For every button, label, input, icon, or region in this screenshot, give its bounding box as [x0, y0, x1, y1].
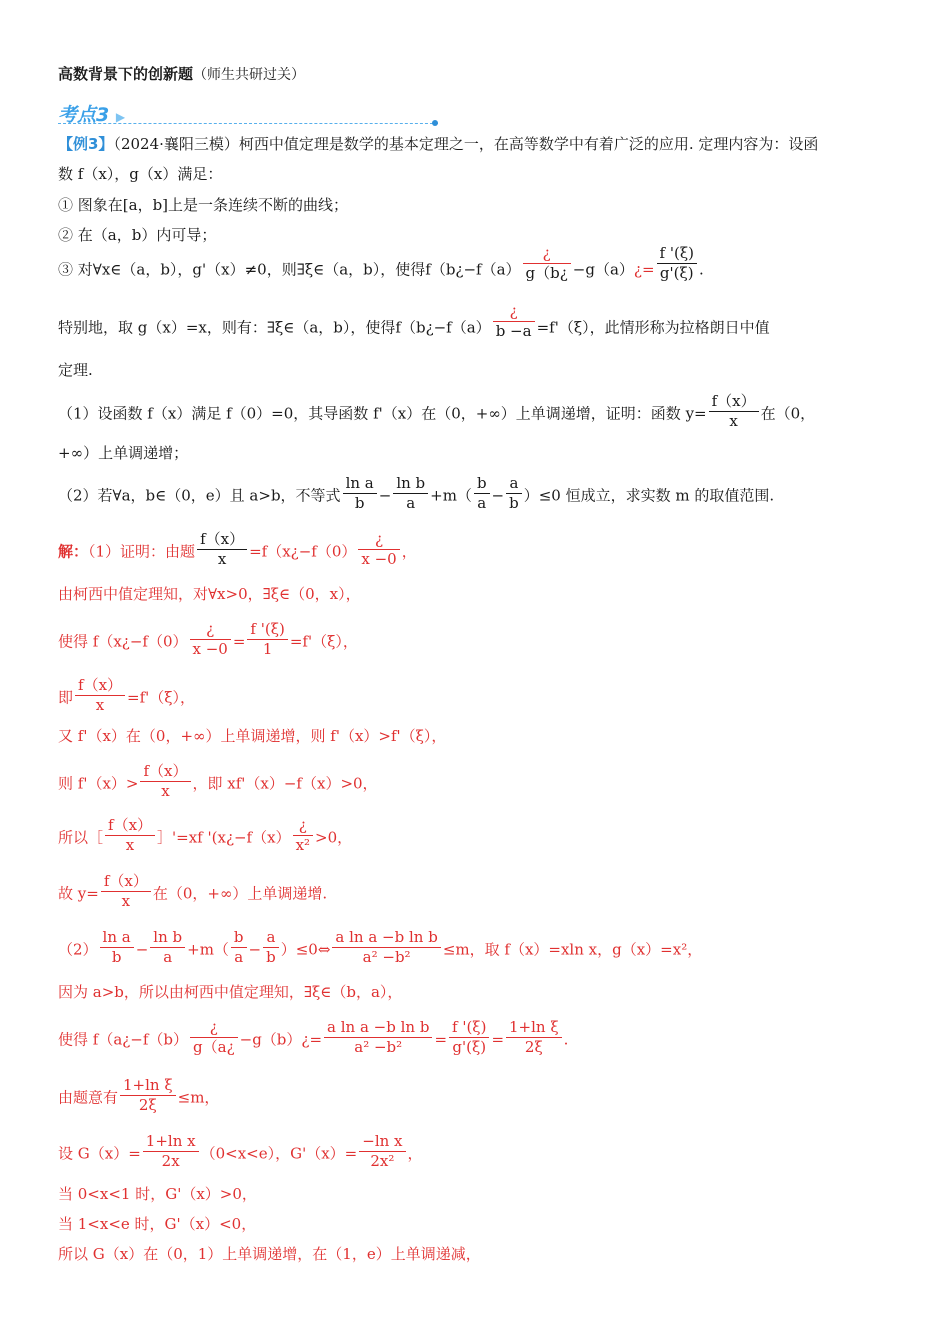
fraction-numerator: f '(ξ)	[657, 244, 697, 264]
math-expr: =f'（ξ），	[127, 688, 196, 707]
math-expr: f（b¿−f（a）	[395, 318, 491, 337]
math-expr: .	[698, 260, 704, 279]
question-text: ）≤0 恒成立，求实数 m 的取值范围.	[523, 486, 775, 505]
fraction-denominator: b	[111, 948, 122, 966]
fraction-numerator: b	[231, 928, 247, 948]
fraction	[140, 762, 190, 801]
fraction-numerator: f '(ξ)	[247, 620, 287, 640]
solution-line-10: 因为 a>b，所以由柯西中值定理知，∃ξ∈（b，a），	[58, 983, 403, 1001]
solution-line-1	[58, 530, 910, 569]
fraction	[120, 1076, 176, 1115]
fraction-numerator: ¿	[293, 816, 313, 836]
solution-line-7	[58, 816, 910, 855]
fraction-numerator: ln a	[100, 928, 134, 948]
fraction-denominator: x	[121, 892, 131, 910]
math-expr: .	[563, 1030, 569, 1049]
math-expr: ¿=	[633, 260, 655, 279]
fraction-denominator: 2ξ	[524, 1038, 543, 1056]
badge-divider	[58, 123, 438, 124]
fraction	[393, 474, 428, 513]
fraction-denominator: x	[125, 836, 135, 854]
question-1	[58, 392, 910, 431]
solution-line-3	[58, 620, 910, 659]
fraction-denominator: x −0	[192, 640, 228, 658]
fraction	[190, 1018, 238, 1057]
fraction	[75, 676, 125, 715]
fraction	[657, 244, 697, 283]
question-text: （1）设函数 f（x）满足 f（0）=0，其导函数 f'（x）在（0，+∞）上单调递增，证明：函数 y=	[58, 404, 707, 423]
math-expr: f（b¿−f（a）	[425, 260, 521, 279]
math-expr: =	[434, 1030, 448, 1049]
fraction	[474, 474, 490, 513]
solution-line-15: 当 1<x<e 时，G'（x）<0，	[58, 1215, 257, 1233]
fraction-numerator: 1+ln ξ	[506, 1018, 562, 1038]
solution-line-14: 当 0<x<1 时，G'（x）>0，	[58, 1185, 257, 1203]
fraction-numerator: ¿	[523, 244, 571, 264]
fraction	[343, 474, 377, 513]
section-header	[58, 64, 910, 85]
condition-2: ② 在（a，b）内可导；	[58, 226, 217, 244]
solution-text: （2）	[58, 940, 98, 959]
fraction-denominator: 1	[262, 640, 273, 658]
fraction-numerator: 1+ln x	[143, 1132, 199, 1152]
fraction-numerator: ¿	[190, 620, 231, 640]
solution-line-9	[58, 928, 910, 967]
fraction-numerator: f（x）	[101, 872, 151, 892]
fraction-denominator: x	[217, 550, 227, 568]
fraction	[105, 816, 155, 855]
special-case-end: 定理.	[58, 361, 93, 379]
fraction-denominator: 2x²	[370, 1152, 395, 1170]
fraction-numerator: ¿	[493, 302, 535, 322]
fraction	[143, 1132, 199, 1171]
fraction-numerator: −ln x	[359, 1132, 405, 1152]
math-expr: 在（0，+∞）上单调递增.	[152, 884, 328, 903]
fraction-denominator: 2x	[161, 1152, 180, 1170]
fraction	[709, 392, 759, 431]
math-expr: ］'=xf '(x¿−f（x）	[157, 828, 291, 847]
fraction-denominator: a	[406, 494, 416, 512]
fraction-denominator: b −a	[495, 322, 532, 340]
fraction	[324, 1018, 432, 1057]
fraction-numerator: f（x）	[75, 676, 125, 696]
math-expr: +m（	[187, 940, 229, 959]
example-line-2: 数 f（x），g（x）满足：	[58, 165, 223, 183]
math-expr: −	[491, 486, 505, 505]
fraction-denominator: a	[477, 494, 487, 512]
math-expr: ≤m，	[177, 1088, 220, 1107]
solution-label: 解：	[58, 542, 89, 561]
math-expr: =f'（ξ），	[289, 632, 358, 651]
fraction-denominator: b	[266, 948, 276, 966]
question-2	[58, 474, 910, 513]
special-case	[58, 302, 910, 341]
fraction	[523, 244, 571, 283]
fraction-numerator: ¿	[190, 1018, 238, 1038]
fraction-denominator: b	[354, 494, 365, 512]
fraction-denominator: x −0	[361, 550, 397, 568]
fraction-denominator: x	[95, 696, 105, 714]
math-expr: −	[378, 486, 392, 505]
math-expr: ，	[401, 542, 417, 561]
example-tag: 【例3】	[58, 135, 114, 153]
fraction	[231, 928, 247, 967]
solution-line-5: 又 f'（x）在（0，+∞）上单调递增，则 f'（x）>f'（ξ），	[58, 727, 447, 745]
condition-1: ① 图象在[a，b]上是一条连续不断的曲线；	[58, 196, 349, 214]
fraction-numerator: f（x）	[197, 530, 247, 550]
math-expr: （0<x<e），G'（x）=	[200, 1144, 358, 1163]
fraction-denominator: b	[509, 494, 519, 512]
solution-line-2: 由柯西中值定理知，对∀x>0，∃ξ∈（0，x），	[58, 585, 361, 603]
solution-line-16: 所以 G（x）在（0，1）上单调递增，在（1，e）上单调递减，	[58, 1245, 481, 1263]
fraction-denominator: g（b¿	[525, 264, 568, 282]
section-title: 高数背景下的创新题	[58, 65, 194, 83]
fraction-denominator: g'(ξ)	[452, 1038, 487, 1056]
fraction	[358, 530, 399, 569]
question-1-cont: +∞）上单调递增；	[58, 444, 189, 462]
solution-line-11	[58, 1018, 910, 1057]
math-expr: −g（b）¿=	[239, 1030, 323, 1049]
special-text: 特别地，取 g（x）=x，则有：∃ξ∈（a，b），使得	[58, 318, 396, 337]
fraction-denominator: g'(ξ)	[659, 264, 694, 282]
question-text: （2）若∀a，b∈（0，e）且 a>b，不等式	[58, 486, 341, 505]
solution-text: （1）证明：由题	[88, 542, 196, 561]
math-expr: =	[491, 1030, 505, 1049]
condition-3-text: ③ 对∀x∈（a，b），g'（x）≠0，则∃ξ∈（a，b），使得	[58, 260, 426, 279]
fraction	[197, 530, 247, 569]
fraction-numerator: a ln a −b ln b	[324, 1018, 432, 1038]
fraction-numerator: f（x）	[140, 762, 190, 782]
example-text: 柯西中值定理是数学的基本定理之一，在高等数学中有着广泛的应用. 定理内容为：设函	[238, 135, 819, 153]
fraction	[293, 816, 313, 855]
solution-line-13	[58, 1132, 910, 1171]
fraction-numerator: 1+ln ξ	[120, 1076, 176, 1096]
fraction	[493, 302, 535, 341]
topic-badge-label: 考点3	[58, 104, 110, 126]
math-expr: −	[135, 940, 149, 959]
fraction-numerator: ln a	[343, 474, 377, 494]
example-source: （2024·襄阳三模）	[113, 135, 239, 153]
solution-line-4	[58, 676, 910, 715]
fraction-denominator: a	[163, 948, 173, 966]
fraction-denominator: a² −b²	[362, 948, 411, 966]
fraction	[101, 872, 151, 911]
fraction-denominator: x	[729, 412, 738, 430]
fraction	[449, 1018, 489, 1057]
fraction-numerator: f（x）	[105, 816, 155, 836]
solution-line-6	[58, 762, 910, 801]
fraction-numerator: f '(ξ)	[449, 1018, 489, 1038]
fraction-numerator: a	[506, 474, 522, 494]
math-expr: ≤m，取 f（x）=xln x，g（x）=x²，	[442, 940, 703, 959]
fraction	[506, 1018, 562, 1057]
fraction-numerator: ln b	[150, 928, 185, 948]
math-expr: ，即 xf'（x）−f（x）>0，	[192, 774, 378, 793]
fraction-numerator: ¿	[358, 530, 399, 550]
question-text: 在（0，	[760, 404, 816, 423]
fraction	[332, 928, 440, 967]
solution-text: 则 f'（x）>	[58, 774, 139, 793]
solution-text: 由题意有	[58, 1088, 119, 1107]
fraction	[190, 620, 231, 659]
special-text: =f'（ξ），此情形称为拉格朗日中值	[536, 318, 770, 337]
math-expr: ，	[407, 1144, 423, 1163]
fraction-denominator: a² −b²	[354, 1038, 403, 1056]
badge-divider-dot	[432, 120, 438, 126]
solution-text: 设 G（x）=	[58, 1144, 141, 1163]
math-expr: ）≤0⇔	[280, 940, 331, 959]
example-line-1	[58, 134, 910, 154]
fraction	[263, 928, 279, 967]
solution-text: 使得 f（a¿−f（b）	[58, 1030, 189, 1049]
math-expr: =f（x¿−f（0）	[249, 542, 357, 561]
fraction-denominator: x	[161, 782, 170, 800]
solution-text: 即	[58, 688, 74, 707]
fraction-numerator: b	[474, 474, 490, 494]
fraction-numerator: ln b	[393, 474, 428, 494]
fraction-denominator: g（a¿	[193, 1038, 235, 1056]
fraction-numerator: a ln a −b ln b	[332, 928, 440, 948]
fraction	[150, 928, 185, 967]
fraction	[506, 474, 522, 513]
math-expr: +m（	[430, 486, 472, 505]
fraction-numerator: a	[263, 928, 279, 948]
solution-line-8	[58, 872, 910, 911]
fraction	[359, 1132, 405, 1171]
play-arrow-icon: ▶	[115, 110, 126, 124]
fraction-numerator: f（x）	[709, 392, 759, 412]
math-expr: −	[248, 940, 262, 959]
solution-text: 故 y=	[58, 884, 99, 903]
fraction	[247, 620, 287, 659]
math-expr: −g（a）	[572, 260, 634, 279]
fraction-denominator: x²	[295, 836, 311, 854]
solution-text: 所以［	[58, 828, 104, 847]
fraction-denominator: a	[234, 948, 244, 966]
math-expr: =	[232, 632, 246, 651]
math-expr: >0，	[315, 828, 353, 847]
solution-line-12	[58, 1076, 910, 1115]
fraction	[100, 928, 134, 967]
solution-text: 使得 f（x¿−f（0）	[58, 632, 188, 651]
fraction-denominator: 2ξ	[138, 1096, 157, 1114]
section-subtitle: （师生共研过关）	[193, 67, 306, 83]
